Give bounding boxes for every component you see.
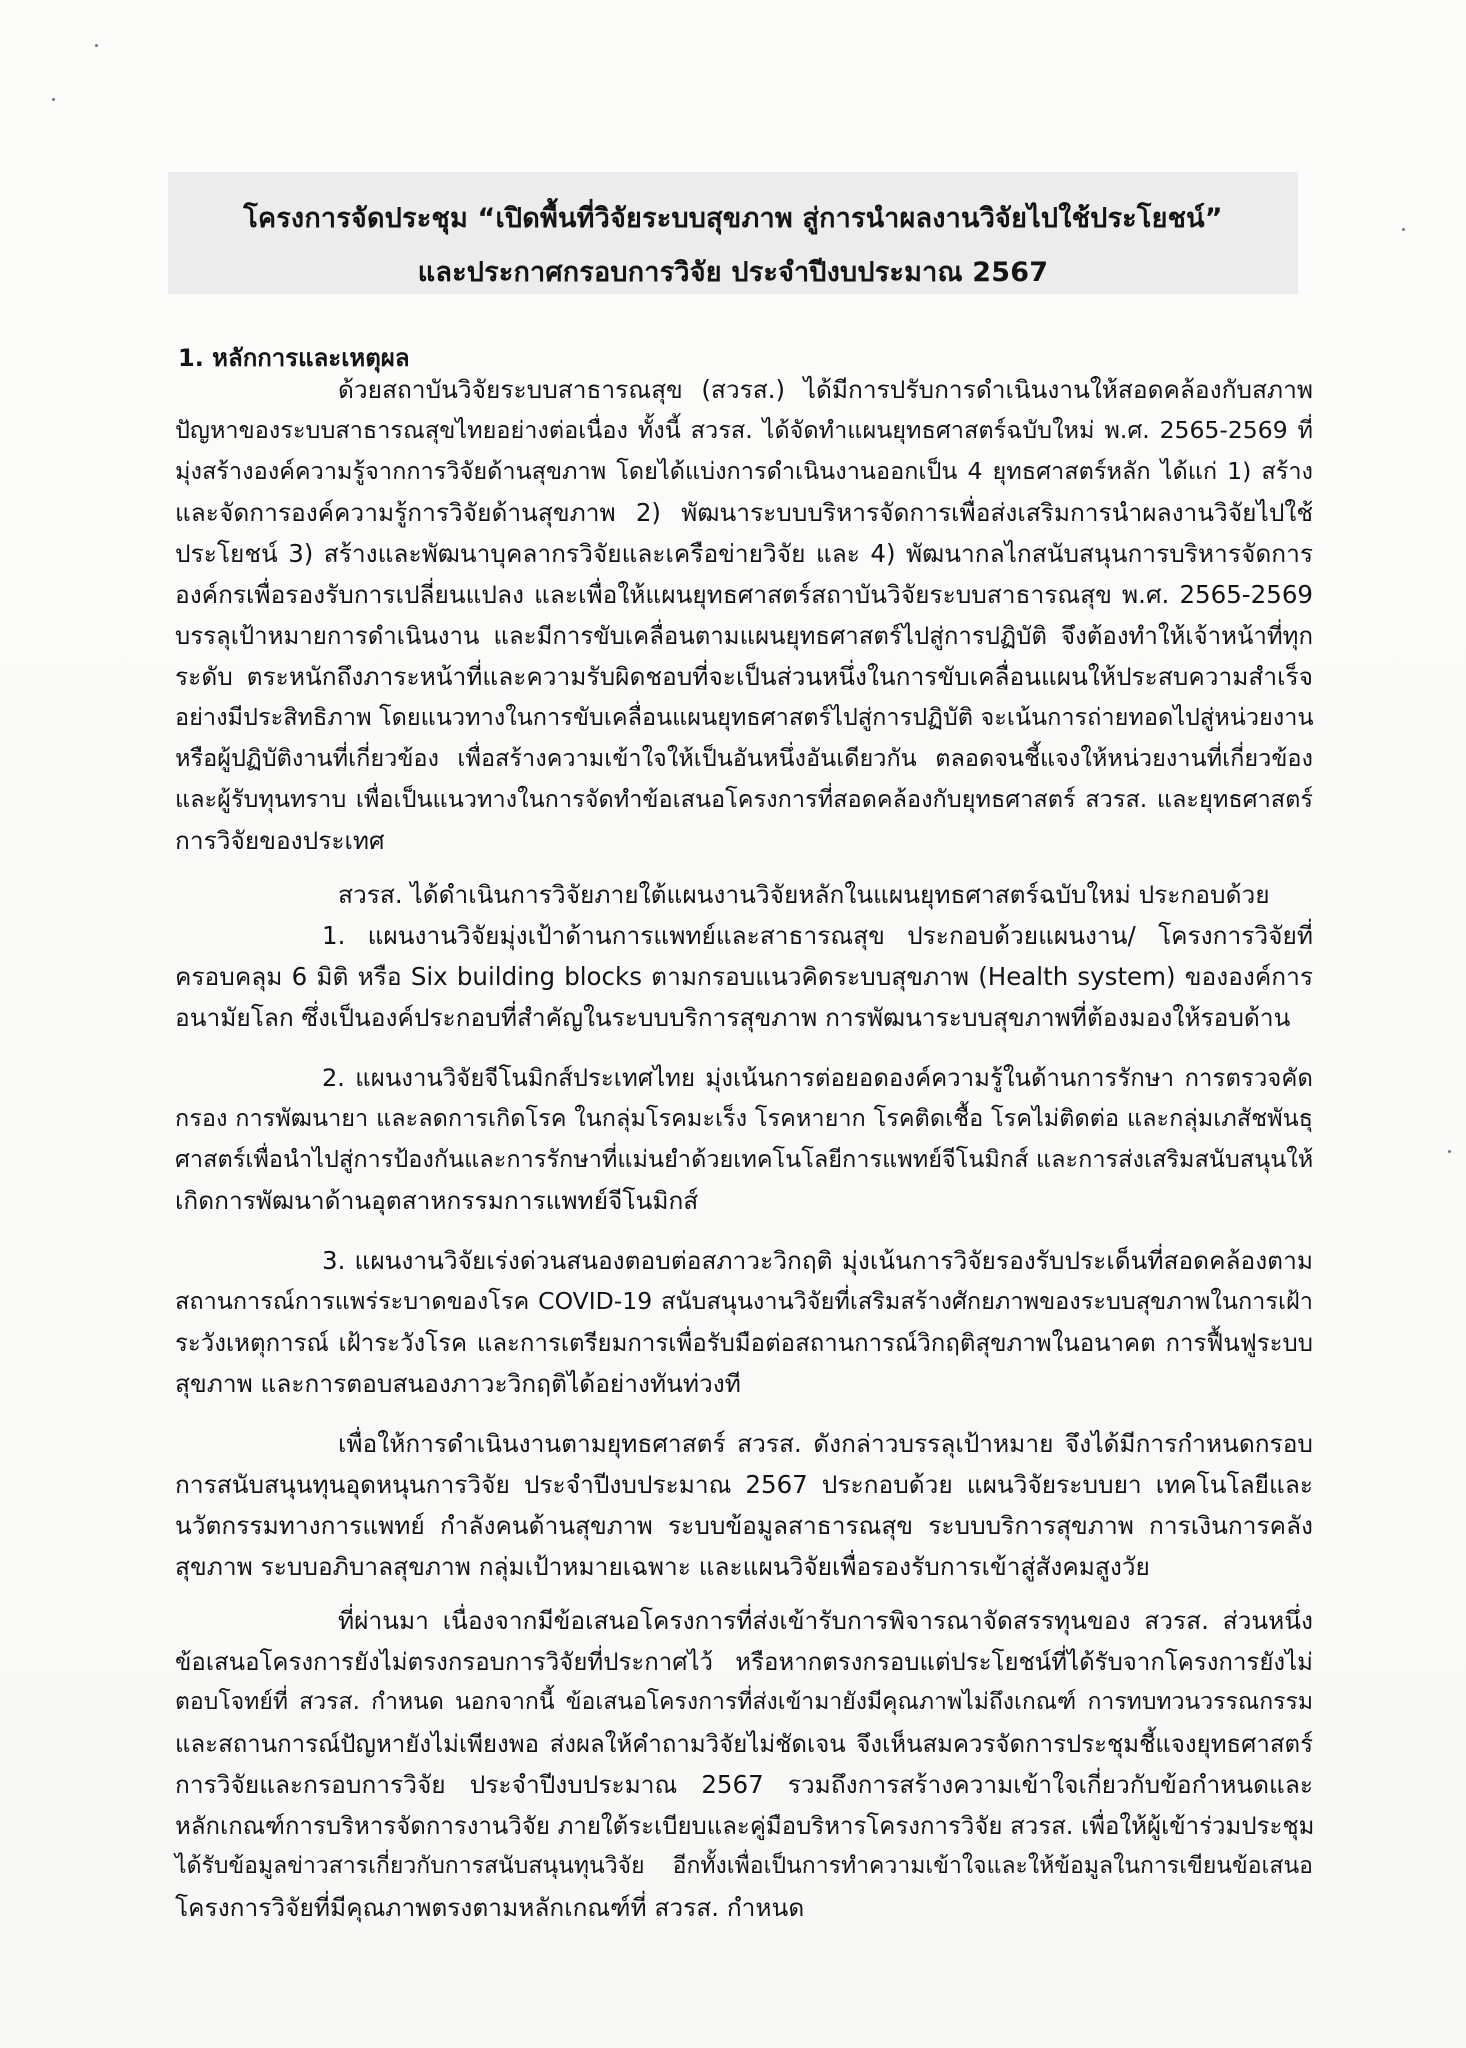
scan-speck	[1448, 1150, 1451, 1153]
item2-line-2: กรอง การพัฒนายา และลดการเกิดโรค ในกลุ่มโรคมะเร็ง โรคหายาก โรคติดเชื้อ โรคไม่ติดต่อ และกลุ่มเภสัชพันธุ	[175, 1104, 1313, 1132]
para4-line-2: ข้อเสนอโครงการยังไม่ตรงกรอบการวิจัยที่ประกาศไว้ หรือหากตรงกรอบแต่ประโยชน์ที่ได้รับจากโครงการยังไม่	[175, 1648, 1313, 1676]
para1-line-10: หรือผู้ปฏิบัติงานที่เกี่ยวข้อง เพื่อสร้างความเข้าใจให้เป็นอันหนึ่งอันเดียวกัน ตลอดจนชี้แจงให้หน่วยงานที่เกี่ยวข้อง	[175, 744, 1313, 772]
para1-line-1: ด้วยสถาบันวิจัยระบบสาธารณสุข (สวรส.) ได้มีการปรับการดำเนินงานให้สอดคล้องกับสภาพ	[338, 375, 1313, 404]
scan-speck	[52, 98, 55, 101]
para1-line-2: ปัญหาของระบบสาธารณสุขไทยอย่างต่อเนื่อง ทั้งนี้ สวรส. ได้จัดทำแผนยุทธศาสตร์ฉบับใหม่ พ.ศ. 2565-2569 ที่	[175, 416, 1313, 444]
item3-line-4: สุขภาพ และการตอบสนองภาวะวิกฤติได้อย่างทันท่วงที	[175, 1369, 741, 1398]
para4-line-3: ตอบโจทย์ที่ สวรส. กำหนด นอกจากนี้ ข้อเสนอโครงการที่ส่งเข้ามายังมีคุณภาพไม่ถึงเกณฑ์ การทบทวนวรรณกรรม	[175, 1689, 1313, 1715]
para4-line-7: ได้รับข้อมูลข่าวสารเกี่ยวกับการสนับสนุนทุนวิจัย อีกทั้งเพื่อเป็นการทำความเข้าใจและให้ข้อมูลในการเขียนข้อเสนอ	[175, 1853, 1313, 1879]
document-title-line-1: โครงการจัดประชุม “เปิดพื้นที่วิจัยระบบสุขภาพ สู่การนำผลงานวิจัยไปใช้ประโยชน์”	[243, 203, 1223, 234]
para1-line-4: และจัดการองค์ความรู้การวิจัยด้านสุขภาพ 2) พัฒนาระบบบริหารจัดการเพื่อส่งเสริมการนำผลงานวิจัยไปใช้	[175, 498, 1313, 527]
para1-line-8: ระดับ ตระหนักถึงภาระหน้าที่และความรับผิดชอบที่จะเป็นส่วนหนึ่งในการขับเคลื่อนแผนให้ประสบความสำเร็จ	[175, 662, 1313, 691]
para1-line-3: มุ่งสร้างองค์ความรู้จากการวิจัยด้านสุขภาพ โดยได้แบ่งการดำเนินงานออกเป็น 4 ยุทธศาสตร์หลัก ได้แก่ 1) สร้าง	[175, 457, 1313, 485]
para1-line-5: ประโยชน์ 3) สร้างและพัฒนาบุคลากรวิจัยและเครือข่ายวิจัย และ 4) พัฒนากลไกสนับสนุนการบริหารจัดการ	[175, 539, 1313, 568]
para1-line-7: บรรลุเป้าหมายการดำเนินงาน และมีการขับเคลื่อนตามแผนยุทธศาสตร์ไปสู่การปฏิบัติ จึงต้องทำให้เจ้าหน้าที่ทุก	[175, 622, 1313, 650]
scan-speck	[1402, 228, 1405, 231]
section-heading: 1. หลักการและเหตุผล	[178, 344, 410, 372]
item1-line-3: อนามัยโลก ซึ่งเป็นองค์ประกอบที่สำคัญในระบบบริการสุขภาพ การพัฒนาระบบสุขภาพที่ต้องมองให้รอบด้าน	[175, 1003, 1291, 1032]
para4-line-5: การวิจัยและกรอบการวิจัย ประจำปีงบประมาณ 2567 รวมถึงการสร้างความเข้าใจเกี่ยวกับข้อกำหนดและ	[175, 1770, 1313, 1799]
para1-line-12: การวิจัยของประเทศ	[175, 826, 385, 855]
document-title-line-2: และประกาศกรอบการวิจัย ประจำปีงบประมาณ 2567	[417, 257, 1049, 288]
item1-line-1: 1. แผนงานวิจัยมุ่งเป้าด้านการแพทย์และสาธารณสุข ประกอบด้วยแผนงาน/ โครงการวิจัยที่	[322, 921, 1313, 950]
para3-line-3: นวัตกรรมทางการแพทย์ กำลังคนด้านสุขภาพ ระบบข้อมูลสาธารณสุข ระบบบริการสุขภาพ การเงินการคลัง	[175, 1511, 1313, 1540]
para3-line-4: สุขภาพ ระบบอภิบาลสุขภาพ กลุ่มเป้าหมายเฉพาะ และแผนวิจัยเพื่อรองรับการเข้าสู่สังคมสูงวัย	[175, 1552, 1150, 1581]
para3-line-1: เพื่อให้การดำเนินงานตามยุทธศาสตร์ สวรส. ดังกล่าวบรรลุเป้าหมาย จึงได้มีการกำหนดกรอบ	[338, 1429, 1313, 1458]
para3-line-2: การสนับสนุนทุนอุดหนุนการวิจัย ประจำปีงบประมาณ 2567 ประกอบด้วย แผนวิจัยระบบยา เทคโนโลยีและ	[175, 1470, 1313, 1499]
para1-line-9: อย่างมีประสิทธิภาพ โดยแนวทางในการขับเคลื่อนแผนยุทธศาสตร์ไปสู่การปฏิบัติ จะเน้นการถ่ายทอดไปสู่หน่วยงาน	[175, 703, 1314, 731]
item1-line-2: ครอบคลุม 6 มิติ หรือ Six building blocks ตามกรอบแนวคิดระบบสุขภาพ (Health system) ขององค์การ	[175, 962, 1313, 991]
para2-intro: สวรส. ได้ดำเนินการวิจัยภายใต้แผนงานวิจัยหลักในแผนยุทธศาสตร์ฉบับใหม่ ประกอบด้วย	[338, 880, 1270, 909]
item2-line-4: เกิดการพัฒนาด้านอุตสาหกรรมการแพทย์จีโนมิกส์	[175, 1186, 699, 1215]
para4-line-8: โครงการวิจัยที่มีคุณภาพตรงตามหลักเกณฑ์ที่ สวรส. กำหนด	[175, 1893, 805, 1922]
para4-line-1: ที่ผ่านมา เนื่องจากมีข้อเสนอโครงการที่ส่งเข้ารับการพิจารณาจัดสรรทุนของ สวรส. ส่วนหนึ่ง	[338, 1606, 1313, 1635]
item2-line-3: ศาสตร์เพื่อนำไปสู่การป้องกันและการรักษาที่แม่นยำด้วยเทคโนโลยีการแพทย์จีโนมิกส์ และการส่งเสริมสนับสนุนให้	[175, 1145, 1314, 1173]
item3-line-3: ระวังเหตุการณ์ เฝ้าระวังโรค และการเตรียมการเพื่อรับมือต่อสถานการณ์วิกฤติสุขภาพในอนาคต การฟื้นฟูระบบ	[175, 1329, 1313, 1357]
para1-line-11: และผู้รับทุนทราบ เพื่อเป็นแนวทางในการจัดทำข้อเสนอโครงการที่สอดคล้องกับยุทธศาสตร์ สวรส. และยุทธศาสตร์	[175, 785, 1313, 813]
scan-speck	[95, 44, 98, 47]
para4-line-6: หลักเกณฑ์การบริหารจัดการงานวิจัย ภายใต้ระเบียบและคู่มือบริหารโครงการวิจัย สวรส. เพื่อให้ผู้เข้าร่วมประชุม	[175, 1812, 1315, 1840]
item3-line-1: 3. แผนงานวิจัยเร่งด่วนสนองตอบต่อสภาวะวิกฤติ มุ่งเน้นการวิจัยรองรับประเด็นที่สอดคล้องตาม	[322, 1246, 1313, 1275]
para4-line-4: และสถานการณ์ปัญหายังไม่เพียงพอ ส่งผลให้คำถามวิจัยไม่ชัดเจน จึงเห็นสมควรจัดการประชุมชี้แจงยุทธศาสตร์	[175, 1730, 1313, 1758]
item2-line-1: 2. แผนงานวิจัยจีโนมิกส์ประเทศไทย มุ่งเน้นการต่อยอดองค์ความรู้ในด้านการรักษา การตรวจคัด	[322, 1064, 1313, 1092]
item3-line-2: สถานการณ์การแพร่ระบาดของโรค COVID-19 สนับสนุนงานวิจัยที่เสริมสร้างศักยภาพของระบบสุขภาพในการเฝ้า	[175, 1287, 1313, 1315]
para1-line-6: องค์กรเพื่อรองรับการเปลี่ยนแปลง และเพื่อให้แผนยุทธศาสตร์สถาบันวิจัยระบบสาธารณสุข พ.ศ. 2565-2569	[175, 580, 1313, 609]
